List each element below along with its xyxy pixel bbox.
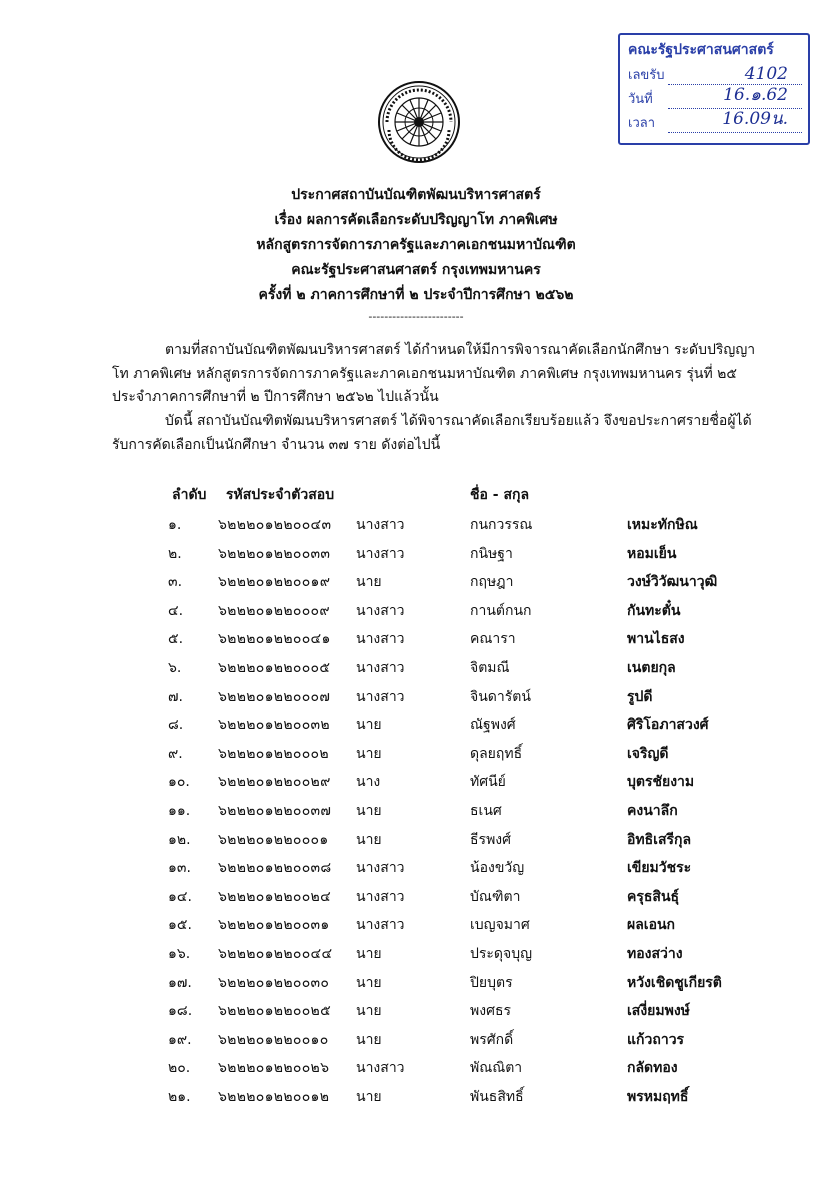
row-first-name: ธเนศ [470,802,502,819]
row-exam-id: ๖๒๒๒๐๑๒๒๐๐๑๒ [218,1088,330,1105]
row-exam-id: ๖๒๒๒๐๑๒๒๐๐๓๑ [218,917,330,934]
row-number: ๙. [168,745,183,762]
row-last-name: พานไธสง [627,631,685,648]
row-first-name: กนิษฐา [470,545,513,562]
row-title: นาย [356,717,382,734]
table-row [0,1000,832,1029]
table-row [0,686,832,715]
row-exam-id: ๖๒๒๒๐๑๒๒๐๐๒๔ [218,888,331,905]
row-last-name: กลัดทอง [627,1060,678,1077]
table-row [0,829,832,858]
row-last-name: พรหมฤทธิ์ [627,1088,689,1105]
col-header-name: ชื่อ - สกุล [470,487,530,503]
row-first-name: ประดุจบุญ [470,945,533,962]
row-title: นาย [356,574,382,591]
table-row [0,543,832,572]
row-last-name: คงนาลึก [627,802,678,819]
stamp-value: 16.09น. [722,109,788,129]
row-number: ๑๓. [168,860,191,877]
header-line-1: ประกาศสถาบันบัณฑิตพัฒนบริหารศาสตร์ [291,187,541,203]
row-exam-id: ๖๒๒๒๐๑๒๒๐๐๒๙ [218,774,331,791]
row-first-name: บัณฑิตา [470,888,521,905]
row-number: ๑๑. [168,802,191,819]
row-exam-id: ๖๒๒๒๐๑๒๒๐๐๔๔ [218,945,333,962]
row-last-name: บุตรชัยงาม [627,774,695,791]
stamp-value: 16.๑.62 [723,85,788,105]
row-number: ๑๖. [168,945,191,962]
row-last-name: หวังเชิดชูเกียรติ [627,974,722,991]
row-number: ๑๙. [168,1031,192,1048]
row-last-name: กันทะตั๋น [627,602,681,619]
row-last-name: เจริญดี [627,745,669,762]
row-first-name: กนกวรรณ [470,517,533,533]
row-number: ๕. [168,631,184,648]
row-last-name: ศิริโอภาสวงศ์ [627,717,709,734]
row-exam-id: ๖๒๒๒๐๑๒๒๐๐๑๙ [218,574,331,591]
row-number: ๔. [168,602,184,619]
row-first-name: กฤษฎา [470,574,514,591]
row-first-name: น้องขวัญ [470,860,525,877]
header-line-4: คณะรัฐประศาสนศาสตร์ กรุงเทพมหานคร [291,262,541,278]
row-number: ๒. [168,545,182,562]
announcement-header [0,183,832,326]
row-number: ๓. [168,574,183,591]
row-last-name: หอมเย็น [627,545,677,562]
row-number: ๒๑. [168,1088,191,1105]
row-exam-id: ๖๒๒๒๐๑๒๒๐๐๐๗ [218,688,331,705]
row-title: นาง [356,774,381,791]
row-exam-id: ๖๒๒๒๐๑๒๒๐๐๓๐ [218,974,330,991]
row-number: ๒๐. [168,1060,191,1077]
row-title: นาย [356,802,382,819]
stamp-label: เวลา [628,116,656,131]
row-exam-id: ๖๒๒๒๐๑๒๒๐๐๐๑ [218,831,329,848]
row-title: นางสาว [356,545,405,562]
table-row [0,800,832,829]
col-header-no: ลำดับ [172,487,207,503]
table-row [0,972,832,1001]
table-row [0,943,832,972]
row-title: นางสาว [356,1060,405,1077]
row-last-name: เนตยกุล [627,659,676,676]
body-paragraph-1: ตามที่สถาบันบัณฑิตพัฒนบริหารศาสตร์ ได้กำหนดให้มีการพิจารณาคัดเลือกนักศึกษา ระดับปริญญาโท ภาคพิเศษ หลักสูตรการจัดการภาครัฐและภาคเอกชนมหาบัณฑิต ภาคพิเศษ กรุงเทพมหานคร รุ่นที่ ๒๕ ประจำภาคการศึกษาที่ ๒ ปีการศึกษา ๒๕๖๒ ไปแล้วนั้น [112,342,756,405]
row-number: ๑๒. [168,831,191,848]
stamp-org: คณะรัฐประศาสนศาสตร์ [628,42,774,58]
row-number: ๘. [168,717,184,734]
row-last-name: ทองสว่าง [627,945,683,962]
row-first-name: ดุลยฤทธิ์ [470,745,523,762]
row-title: นางสาว [356,659,405,676]
row-first-name: เบญจมาศ [470,917,530,934]
row-last-name: ผลเอนก [627,917,676,934]
row-last-name: เขียมวัชระ [627,860,692,877]
row-exam-id: ๖๒๒๒๐๑๒๒๐๐๔๑ [218,631,331,648]
row-exam-id: ๖๒๒๒๐๑๒๒๐๐๐๒ [218,745,329,762]
stamp-row-time [628,109,802,133]
row-title: นาย [356,1031,382,1048]
table-row [0,600,832,629]
row-exam-id: ๖๒๒๒๐๑๒๒๐๐๐๕ [218,659,331,676]
row-title: นาย [356,831,382,848]
row-number: ๖. [168,659,182,676]
table-row [0,857,832,886]
row-title: นาย [356,974,382,991]
table-row [0,714,832,743]
row-exam-id: ๖๒๒๒๐๑๒๒๐๐๓๗ [218,802,332,819]
row-first-name: จินดารัตน์ [470,688,531,705]
row-first-name: ปิยบุตร [470,974,513,991]
row-last-name: เสงี่ยมพงษ์ [627,1003,690,1020]
body-paragraph-2: บัดนี้ สถาบันบัณฑิตพัฒนบริหารศาสตร์ ได้พิจารณาคัดเลือกเรียบร้อยแล้ว จึงขอประกาศรายชื่อผู้ได้รับการคัดเลือกเป็นนักศึกษา จำนวน ๓๗ ราย ดังต่อไปนี้ [112,413,752,453]
row-first-name: กานต์กนก [470,602,532,619]
row-last-name: แก้วถาวร [627,1031,685,1048]
institute-seal-logo [377,80,461,164]
header-line-3: หลักสูตรการจัดการภาครัฐและภาคเอกชนมหาบัณฑิต [256,237,576,253]
table-row [0,657,832,686]
row-title: นางสาว [356,602,405,619]
table-row [0,1057,832,1086]
row-first-name: จิตมณี [470,659,510,676]
row-last-name: รูปดี [627,688,653,705]
row-exam-id: ๖๒๒๒๐๑๒๒๐๐๓๓ [218,545,331,562]
table-row [0,628,832,657]
row-first-name: พรศักดิ์ [470,1031,514,1048]
row-number: ๗. [168,688,183,705]
col-header-id: รหัสประจำตัวสอบ [226,487,335,503]
row-first-name: ทัศนีย์ [470,774,506,791]
row-title: นางสาว [356,860,405,877]
row-number: ๑๔. [168,888,192,905]
table-header [0,484,832,506]
row-last-name: อิทธิเสรีกุล [627,831,692,848]
row-last-name: วงษ์วิวัฒนาวุฒิ [627,574,718,591]
row-title: นาย [356,745,382,762]
table-row [0,1086,832,1115]
table-row [0,571,832,600]
row-first-name: พัณณิตา [470,1060,523,1077]
row-first-name: ณัฐพงศ์ [470,717,516,734]
stamp-label: เลขรับ [628,68,665,83]
row-number: ๑๗. [168,974,192,991]
row-exam-id: ๖๒๒๒๐๑๒๒๐๐๒๖ [218,1060,330,1077]
row-number: ๑๐. [168,774,190,791]
table-row [0,743,832,772]
row-title: นาย [356,1088,382,1105]
row-exam-id: ๖๒๒๒๐๑๒๒๐๐๒๕ [218,1003,331,1020]
row-title: นางสาว [356,917,405,934]
received-stamp [618,33,810,145]
table-row [0,914,832,943]
table-row [0,886,832,915]
table-row [0,514,832,543]
row-exam-id: ๖๒๒๒๐๑๒๒๐๐๑๐ [218,1031,329,1048]
row-title: นางสาว [356,517,405,533]
row-exam-id: ๖๒๒๒๐๑๒๒๐๐๐๙ [218,602,330,619]
table-row [0,771,832,800]
row-exam-id: ๖๒๒๒๐๑๒๒๐๐๓๒ [218,717,330,734]
header-divider: ------------------------ [368,310,464,323]
row-number: ๑๕. [168,917,192,934]
row-last-name: เหมะทักษิณ [627,517,698,533]
stamp-label: วันที่ [628,92,653,107]
row-title: นางสาว [356,688,405,705]
row-title: นาย [356,945,382,962]
row-first-name: พันธสิทธิ์ [470,1088,524,1105]
header-line-5: ครั้งที่ ๒ ภาคการศึกษาที่ ๒ ประจำปีการศึกษา ๒๕๖๒ [258,287,574,303]
row-first-name: คณารา [470,631,516,648]
row-title: นาย [356,1003,382,1020]
row-number: ๑๘. [168,1003,193,1020]
row-first-name: ธีรพงศ์ [470,831,512,848]
row-title: นางสาว [356,888,405,905]
row-exam-id: ๖๒๒๒๐๑๒๒๐๐๔๓ [218,517,332,533]
row-first-name: พงศธร [470,1003,512,1020]
stamp-value: 4102 [744,64,788,84]
row-last-name: ครุธสินธุ์ [627,888,680,905]
candidate-list [0,514,832,1114]
row-number: ๑. [168,517,182,533]
table-row [0,1029,832,1058]
row-title: นางสาว [356,631,405,648]
header-line-2: เรื่อง ผลการคัดเลือกระดับปริญญาโท ภาคพิเศษ [274,212,558,228]
row-exam-id: ๖๒๒๒๐๑๒๒๐๐๓๘ [218,860,332,877]
